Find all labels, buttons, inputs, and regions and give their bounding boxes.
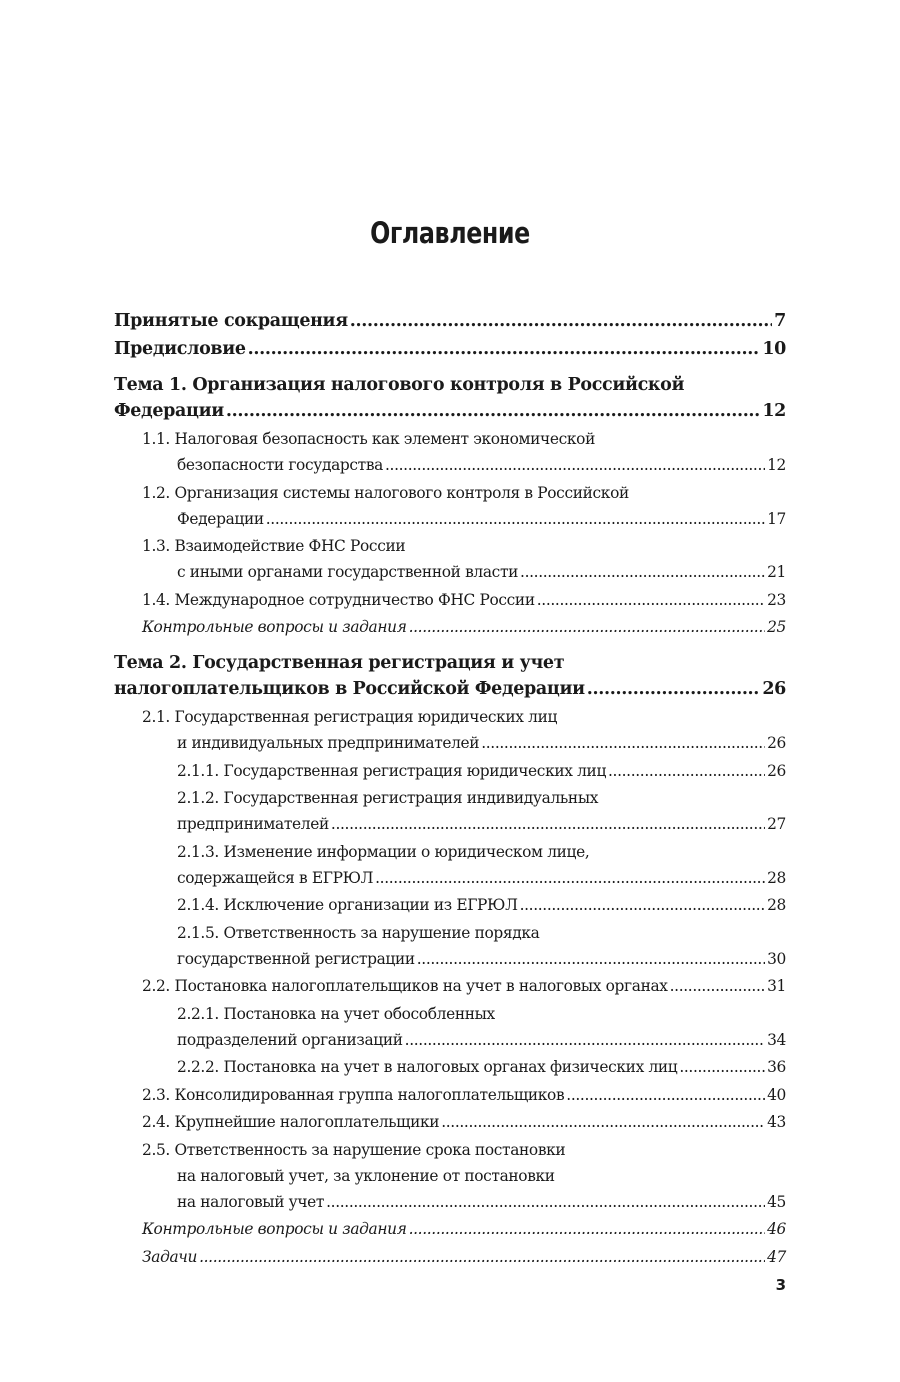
toc-entry-title: государственной регистрации [177,949,415,968]
dot-leader [520,892,766,918]
toc-entry-page-number: 34 [767,1030,786,1049]
toc-entry-page-number: 30 [767,949,786,968]
toc-entry-title: безопасности государства [177,456,383,474]
dot-leader [375,865,765,891]
toc-entry-page-number: 28 [767,868,786,887]
toc-entry-title-line: 2.5. Ответственность за нарушение срока постановки [142,1140,566,1159]
toc-entry-title: Федерации [177,509,264,528]
toc-entry-title: 2.1.4. Исключение организации из ЕГРЮЛ [177,896,518,914]
toc-chapter-entry[interactable] [114,308,786,334]
toc-entry-title: содержащейся в ЕГРЮЛ [177,868,374,887]
toc-subsection-entry[interactable] [114,920,786,972]
toc-entry-title: Предисловие [114,339,246,359]
toc-entry-title: 2.4. Крупнейшие налогоплательщики [142,1113,440,1131]
toc-entry-title-line: 1.1. Налоговая безопасность как элемент экономической [142,430,595,448]
toc-section-entry[interactable] [114,614,786,640]
dot-leader [441,1109,765,1135]
toc-entry-page-number: 17 [767,509,786,528]
toc-subsection-entry[interactable] [114,758,786,784]
toc-section-entry[interactable] [114,1216,786,1242]
toc-entry-page-number: 26 [767,734,786,752]
toc-subsection-entry[interactable] [114,1054,786,1080]
toc-section-entry[interactable] [114,426,786,478]
toc-entry-title: 2.3. Консолидированная группа налогоплательщиков [142,1085,565,1104]
dot-leader [331,811,765,837]
toc-entry-page-number: 36 [767,1058,786,1076]
toc-entry-title: предпринимателей [177,815,329,833]
toc-entry-page-number: 10 [762,339,786,359]
toc-entry-title-line: 1.2. Организация системы налогового контроля в Российской [142,483,629,502]
toc-section-entry[interactable] [114,1244,786,1270]
dot-leader [226,398,760,424]
toc-entry-title-line: 2.2.1. Постановка на учет обособленных [177,1004,495,1023]
toc-subsection-entry[interactable] [114,785,786,837]
toc-section-entry[interactable] [114,480,786,532]
dot-leader [409,1216,766,1242]
toc-entry-page-number: 27 [767,815,786,833]
table-of-contents [114,308,786,1270]
toc-entry-title-line: на налоговый учет, за уклонение от постановки [177,1166,555,1185]
dot-leader [409,614,766,640]
dot-leader [405,1027,765,1053]
toc-chapter-entry[interactable] [114,650,786,702]
toc-entry-title: подразделений организаций [177,1030,403,1049]
toc-chapter-entry[interactable] [114,336,786,362]
toc-entry-title: на налоговый учет [177,1192,325,1211]
toc-entry-page-number: 28 [767,896,786,914]
dot-leader [587,676,761,702]
toc-subsection-entry[interactable] [114,839,786,891]
dot-leader [417,946,765,972]
dot-leader [326,1189,765,1215]
toc-entry-page-number: 43 [767,1113,786,1131]
toc-entry-title-line: Тема 1. Организация налогового контроля в Российской [114,375,685,395]
toc-entry-title-line: 2.1.5. Ответственность за нарушение порядка [177,923,540,942]
toc-entry-title: налогоплательщиков в Российской Федерации [114,679,585,699]
toc-entry-page-number: 45 [767,1192,786,1211]
toc-entry-page-number: 25 [767,618,786,636]
toc-entry-title: и индивидуальных предпринимателей [177,734,480,752]
toc-subsection-entry[interactable] [114,1001,786,1053]
toc-entry-title: Задачи [142,1247,198,1266]
toc-entry-title-line: 1.3. Взаимодействие ФНС России [142,537,406,555]
toc-section-entry[interactable] [114,704,786,756]
toc-section-entry[interactable] [114,533,786,585]
toc-entry-title: Контрольные вопросы и задания [142,1220,407,1238]
dot-leader [266,506,765,532]
toc-entry-page-number: 26 [762,679,786,699]
toc-entry-page-number: 40 [767,1085,786,1104]
toc-entry-title: 2.2. Постановка налогоплательщиков на учет в налоговых органах [142,977,668,995]
toc-entry-title: 1.4. Международное сотрудничество ФНС России [142,590,535,609]
toc-entry-page-number: 12 [762,401,786,421]
toc-entry-page-number: 46 [767,1220,786,1238]
toc-subsection-entry[interactable] [114,892,786,918]
toc-entry-title: Контрольные вопросы и задания [142,618,407,636]
toc-entry-page-number: 26 [767,761,786,780]
dot-leader [385,452,765,478]
toc-chapter-entry[interactable] [114,372,786,424]
dot-leader [566,1082,765,1108]
toc-section-entry[interactable] [114,973,786,999]
toc-section-entry[interactable] [114,587,786,613]
toc-entry-title-line: Тема 2. Государственная регистрация и учет [114,653,565,673]
toc-entry-title: 2.1.1. Государственная регистрация юридических лиц [177,761,607,780]
dot-leader [608,758,765,784]
toc-entry-title: Принятые сокращения [114,311,348,331]
toc-section-entry[interactable] [114,1082,786,1108]
toc-entry-title-line: 2.1. Государственная регистрация юридических лиц [142,708,558,726]
toc-entry-page-number: 47 [767,1247,786,1266]
toc-entry-page-number: 31 [767,977,786,995]
page-number: 3 [775,1276,786,1294]
toc-entry-page-number: 23 [767,590,786,609]
toc-section-entry[interactable] [114,1109,786,1135]
dot-leader [537,587,765,613]
dot-leader [481,730,765,756]
toc-entry-page-number: 12 [767,456,786,474]
dot-leader [520,559,765,585]
page-title: Оглавление [370,216,530,250]
dot-leader [679,1054,765,1080]
toc-section-entry[interactable] [114,1137,786,1215]
dot-leader [199,1244,765,1270]
toc-entry-page-number: 7 [774,311,786,331]
toc-entry-title-line: 2.1.2. Государственная регистрация индивидуальных [177,789,599,807]
dot-leader [350,308,772,334]
toc-entry-page-number: 21 [767,563,786,581]
toc-entry-title-line: 2.1.3. Изменение информации о юридическом лице, [177,842,590,861]
toc-entry-title: Федерации [114,401,224,421]
toc-entry-title: 2.2.2. Постановка на учет в налоговых органах физических лиц [177,1058,678,1076]
toc-entry-title: с иными органами государственной власти [177,563,519,581]
dot-leader [248,336,761,362]
dot-leader [670,973,765,999]
